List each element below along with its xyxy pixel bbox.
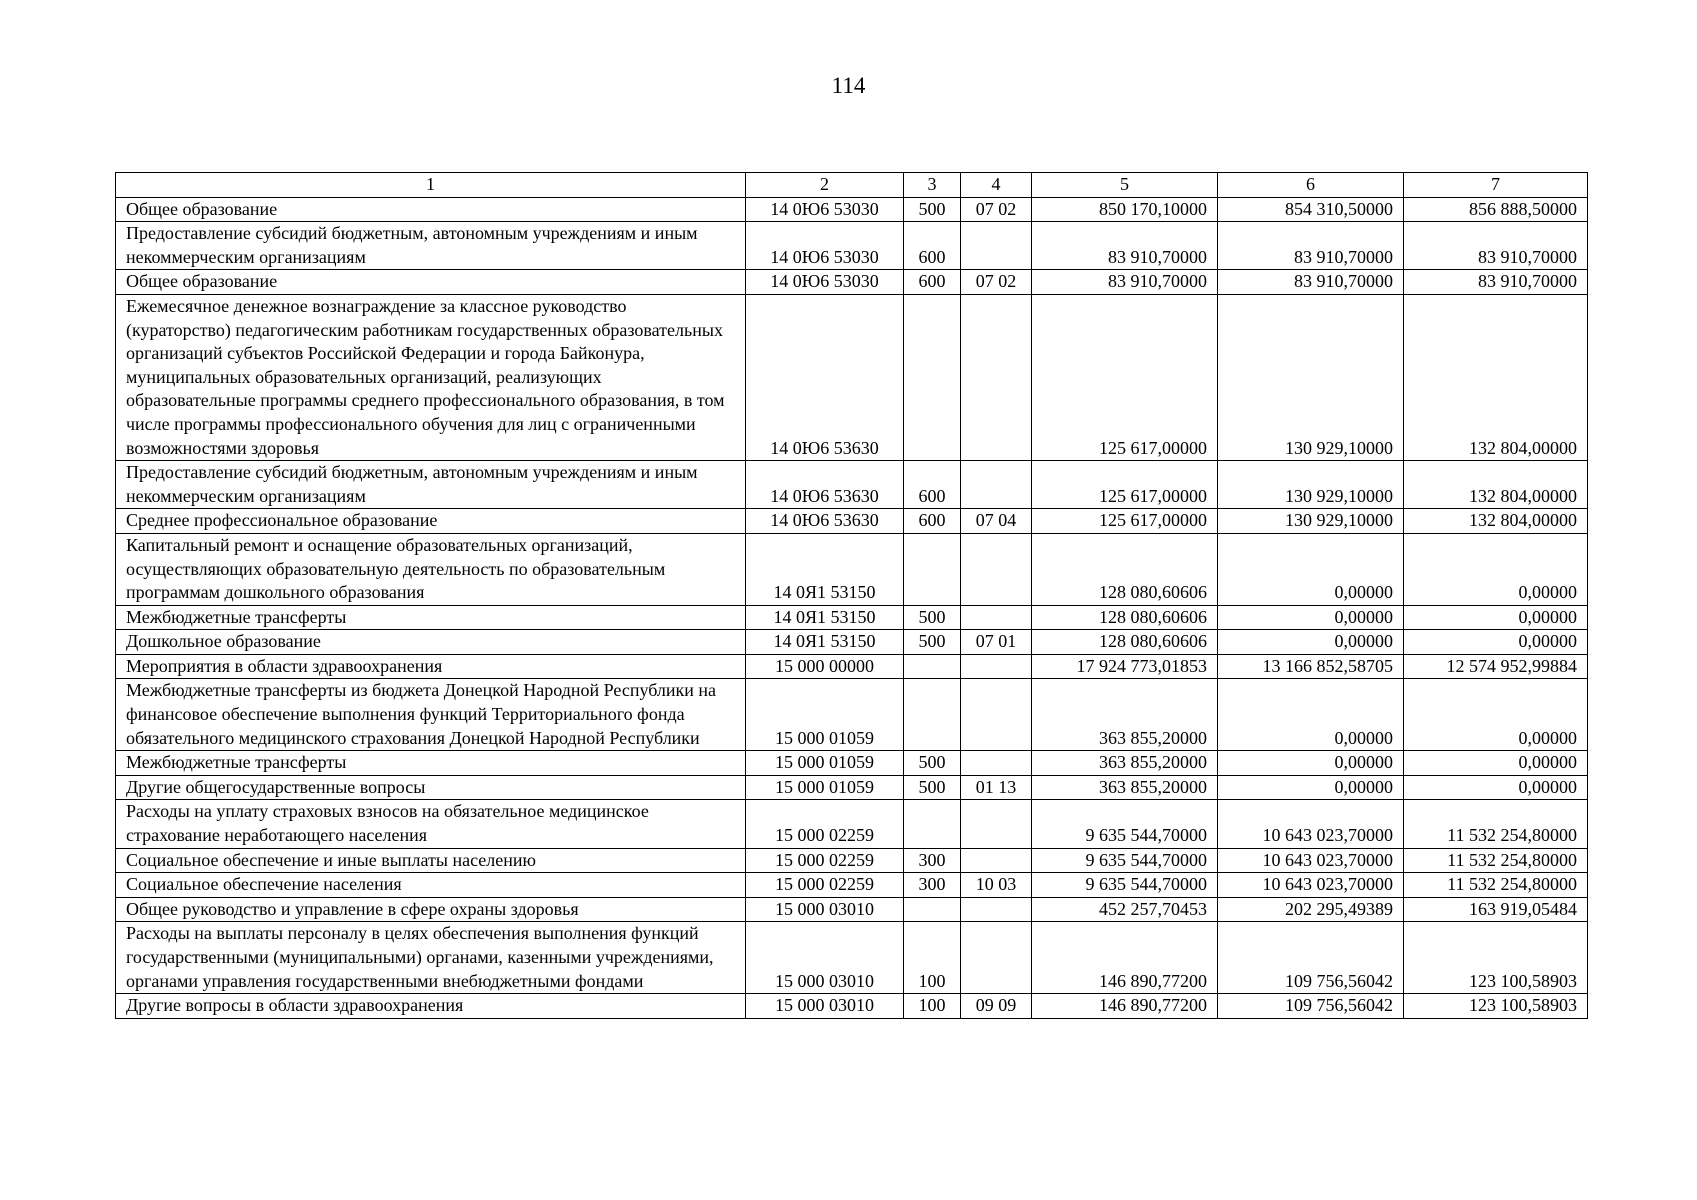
table-row — [116, 775, 1588, 800]
row-amount-col5-cell: 363 855,20000 — [1032, 751, 1218, 776]
row-name-cell: Дошкольное образование — [116, 630, 746, 655]
row-code-cell: 14 0Я1 53150 — [746, 630, 904, 655]
row-section-cell — [961, 605, 1032, 630]
table-row — [116, 461, 1588, 509]
row-amount-col7-cell: 0,00000 — [1404, 605, 1588, 630]
row-name-cell: Межбюджетные трансферты из бюджета Донецкой Народной Республики на финансовое обеспечение выполнения функций Территориального фонда обязательного медицинского страхования Донецкой Народной Республики — [116, 679, 746, 751]
page-number: 114 — [831, 73, 866, 98]
row-amount-col5-cell: 128 080,60606 — [1032, 533, 1218, 605]
row-section-cell — [961, 222, 1032, 270]
row-code-cell: 15 000 01059 — [746, 751, 904, 776]
row-section-cell: 07 04 — [961, 509, 1032, 534]
row-section-cell — [961, 800, 1032, 848]
row-code-cell: 14 0Ю6 53630 — [746, 509, 904, 534]
table-row — [116, 630, 1588, 655]
table-row — [116, 294, 1588, 460]
column-header-1: 1 — [116, 173, 746, 198]
row-amount-col7-cell: 123 100,58903 — [1404, 922, 1588, 994]
table-row — [116, 751, 1588, 776]
row-code-cell: 15 000 02259 — [746, 873, 904, 898]
row-name-cell: Предоставление субсидий бюджетным, автономным учреждениям и иным некоммерческим организациям — [116, 461, 746, 509]
row-amount-col5-cell: 125 617,00000 — [1032, 461, 1218, 509]
row-amount-col7-cell: 132 804,00000 — [1404, 461, 1588, 509]
row-name-cell: Общее образование — [116, 197, 746, 222]
table-row — [116, 654, 1588, 679]
row-code-cell: 14 0Я1 53150 — [746, 605, 904, 630]
row-amount-col5-cell: 850 170,10000 — [1032, 197, 1218, 222]
table-row — [116, 605, 1588, 630]
row-amount-col7-cell: 856 888,50000 — [1404, 197, 1588, 222]
row-section-cell: 09 09 — [961, 994, 1032, 1019]
row-expense-type-cell: 500 — [904, 775, 961, 800]
row-section-cell — [961, 294, 1032, 460]
row-amount-col6-cell: 83 910,70000 — [1218, 222, 1404, 270]
row-amount-col7-cell: 132 804,00000 — [1404, 509, 1588, 534]
row-amount-col5-cell: 363 855,20000 — [1032, 679, 1218, 751]
row-expense-type-cell: 100 — [904, 922, 961, 994]
row-expense-type-cell — [904, 533, 961, 605]
row-section-cell: 01 13 — [961, 775, 1032, 800]
row-name-cell: Расходы на выплаты персоналу в целях обеспечения выполнения функций государственными (муниципальными) органами, казенными учреждениями, органами управления государственными внебюджетными фондами — [116, 922, 746, 994]
row-amount-col6-cell: 83 910,70000 — [1218, 270, 1404, 295]
row-code-cell: 14 0Ю6 53030 — [746, 270, 904, 295]
row-amount-col5-cell: 363 855,20000 — [1032, 775, 1218, 800]
row-name-cell: Предоставление субсидий бюджетным, автономным учреждениям и иным некоммерческим организациям — [116, 222, 746, 270]
row-name-cell: Общее образование — [116, 270, 746, 295]
row-amount-col6-cell: 130 929,10000 — [1218, 294, 1404, 460]
row-name-cell: Ежемесячное денежное вознаграждение за классное руководство (кураторство) педагогическим работникам государственных образовательных организаций субъектов Российской Федерации и города Байконура, муниципальных образовательных организаций, реализующих образовательные программы среднего профессионального образования, в том числе программы профессионального обучения для лиц с ограниченными возможностями здоровья — [116, 294, 746, 460]
row-amount-col5-cell: 146 890,77200 — [1032, 994, 1218, 1019]
table-row — [116, 509, 1588, 534]
row-section-cell — [961, 461, 1032, 509]
row-name-cell: Социальное обеспечение и иные выплаты населению — [116, 848, 746, 873]
row-expense-type-cell: 100 — [904, 994, 961, 1019]
row-amount-col7-cell: 12 574 952,99884 — [1404, 654, 1588, 679]
column-header-5: 5 — [1032, 173, 1218, 198]
row-code-cell: 15 000 03010 — [746, 994, 904, 1019]
row-amount-col6-cell: 10 643 023,70000 — [1218, 848, 1404, 873]
row-section-cell: 07 02 — [961, 270, 1032, 295]
row-code-cell: 15 000 01059 — [746, 679, 904, 751]
row-code-cell: 15 000 02259 — [746, 800, 904, 848]
table-row — [116, 848, 1588, 873]
table-row — [116, 800, 1588, 848]
table-row — [116, 270, 1588, 295]
row-section-cell — [961, 751, 1032, 776]
row-expense-type-cell: 300 — [904, 873, 961, 898]
table-row — [116, 873, 1588, 898]
row-section-cell — [961, 897, 1032, 922]
row-amount-col7-cell: 0,00000 — [1404, 630, 1588, 655]
row-section-cell: 07 01 — [961, 630, 1032, 655]
row-section-cell — [961, 922, 1032, 994]
row-expense-type-cell: 500 — [904, 605, 961, 630]
row-amount-col6-cell: 0,00000 — [1218, 630, 1404, 655]
row-expense-type-cell: 500 — [904, 197, 961, 222]
row-code-cell: 15 000 03010 — [746, 922, 904, 994]
row-amount-col5-cell: 9 635 544,70000 — [1032, 800, 1218, 848]
row-code-cell: 15 000 01059 — [746, 775, 904, 800]
row-amount-col6-cell: 13 166 852,58705 — [1218, 654, 1404, 679]
column-header-7: 7 — [1404, 173, 1588, 198]
row-amount-col5-cell: 9 635 544,70000 — [1032, 848, 1218, 873]
row-code-cell: 15 000 00000 — [746, 654, 904, 679]
row-name-cell: Социальное обеспечение населения — [116, 873, 746, 898]
row-amount-col6-cell: 202 295,49389 — [1218, 897, 1404, 922]
row-amount-col7-cell: 163 919,05484 — [1404, 897, 1588, 922]
budget-table — [115, 172, 1588, 1019]
row-amount-col5-cell: 83 910,70000 — [1032, 222, 1218, 270]
row-name-cell: Другие вопросы в области здравоохранения — [116, 994, 746, 1019]
row-section-cell — [961, 679, 1032, 751]
row-amount-col6-cell: 109 756,56042 — [1218, 922, 1404, 994]
row-code-cell: 14 0Ю6 53630 — [746, 461, 904, 509]
row-amount-col5-cell: 17 924 773,01853 — [1032, 654, 1218, 679]
row-code-cell: 14 0Ю6 53030 — [746, 197, 904, 222]
row-amount-col5-cell: 125 617,00000 — [1032, 509, 1218, 534]
row-code-cell: 14 0Ю6 53630 — [746, 294, 904, 460]
row-amount-col7-cell: 83 910,70000 — [1404, 222, 1588, 270]
row-section-cell — [961, 654, 1032, 679]
row-amount-col5-cell: 146 890,77200 — [1032, 922, 1218, 994]
table-row — [116, 922, 1588, 994]
row-expense-type-cell: 500 — [904, 630, 961, 655]
row-code-cell: 14 0Я1 53150 — [746, 533, 904, 605]
row-amount-col7-cell: 0,00000 — [1404, 679, 1588, 751]
row-amount-col6-cell: 10 643 023,70000 — [1218, 800, 1404, 848]
row-expense-type-cell — [904, 294, 961, 460]
row-expense-type-cell — [904, 654, 961, 679]
row-amount-col7-cell: 0,00000 — [1404, 533, 1588, 605]
row-expense-type-cell: 600 — [904, 222, 961, 270]
table-row — [116, 197, 1588, 222]
row-name-cell: Межбюджетные трансферты — [116, 605, 746, 630]
row-amount-col5-cell: 128 080,60606 — [1032, 605, 1218, 630]
row-section-cell — [961, 533, 1032, 605]
row-expense-type-cell — [904, 897, 961, 922]
row-amount-col6-cell: 0,00000 — [1218, 679, 1404, 751]
row-amount-col6-cell: 0,00000 — [1218, 775, 1404, 800]
row-amount-col6-cell: 10 643 023,70000 — [1218, 873, 1404, 898]
row-section-cell: 07 02 — [961, 197, 1032, 222]
row-expense-type-cell: 600 — [904, 270, 961, 295]
row-name-cell: Межбюджетные трансферты — [116, 751, 746, 776]
table-row — [116, 994, 1588, 1019]
column-header-4: 4 — [961, 173, 1032, 198]
row-expense-type-cell — [904, 800, 961, 848]
row-amount-col6-cell: 0,00000 — [1218, 533, 1404, 605]
row-amount-col7-cell: 0,00000 — [1404, 775, 1588, 800]
row-code-cell: 14 0Ю6 53030 — [746, 222, 904, 270]
row-name-cell: Другие общегосударственные вопросы — [116, 775, 746, 800]
row-amount-col5-cell: 125 617,00000 — [1032, 294, 1218, 460]
table-row — [116, 533, 1588, 605]
column-header-3: 3 — [904, 173, 961, 198]
row-section-cell — [961, 848, 1032, 873]
table-header-row — [116, 173, 1588, 198]
row-amount-col6-cell: 0,00000 — [1218, 751, 1404, 776]
row-expense-type-cell: 500 — [904, 751, 961, 776]
row-code-cell: 15 000 03010 — [746, 897, 904, 922]
row-expense-type-cell: 300 — [904, 848, 961, 873]
row-amount-col7-cell: 11 532 254,80000 — [1404, 848, 1588, 873]
row-code-cell: 15 000 02259 — [746, 848, 904, 873]
row-amount-col7-cell: 0,00000 — [1404, 751, 1588, 776]
table-row — [116, 679, 1588, 751]
row-section-cell: 10 03 — [961, 873, 1032, 898]
column-header-2: 2 — [746, 173, 904, 198]
column-header-6: 6 — [1218, 173, 1404, 198]
row-name-cell: Среднее профессиональное образование — [116, 509, 746, 534]
row-expense-type-cell — [904, 679, 961, 751]
row-name-cell: Общее руководство и управление в сфере охраны здоровья — [116, 897, 746, 922]
row-amount-col6-cell: 130 929,10000 — [1218, 461, 1404, 509]
row-amount-col5-cell: 83 910,70000 — [1032, 270, 1218, 295]
row-amount-col6-cell: 0,00000 — [1218, 605, 1404, 630]
row-amount-col7-cell: 11 532 254,80000 — [1404, 873, 1588, 898]
table-row — [116, 897, 1588, 922]
row-expense-type-cell: 600 — [904, 509, 961, 534]
row-amount-col5-cell: 128 080,60606 — [1032, 630, 1218, 655]
row-amount-col5-cell: 9 635 544,70000 — [1032, 873, 1218, 898]
row-amount-col7-cell: 83 910,70000 — [1404, 270, 1588, 295]
row-expense-type-cell: 600 — [904, 461, 961, 509]
row-amount-col7-cell: 123 100,58903 — [1404, 994, 1588, 1019]
row-amount-col6-cell: 109 756,56042 — [1218, 994, 1404, 1019]
row-amount-col5-cell: 452 257,70453 — [1032, 897, 1218, 922]
row-name-cell: Расходы на уплату страховых взносов на обязательное медицинское страхование неработающего населения — [116, 800, 746, 848]
row-amount-col7-cell: 11 532 254,80000 — [1404, 800, 1588, 848]
row-name-cell: Мероприятия в области здравоохранения — [116, 654, 746, 679]
row-amount-col7-cell: 132 804,00000 — [1404, 294, 1588, 460]
row-amount-col6-cell: 130 929,10000 — [1218, 509, 1404, 534]
row-amount-col6-cell: 854 310,50000 — [1218, 197, 1404, 222]
table-row — [116, 222, 1588, 270]
row-name-cell: Капитальный ремонт и оснащение образовательных организаций, осуществляющих образовательную деятельность по образовательным программам дошкольного образования — [116, 533, 746, 605]
